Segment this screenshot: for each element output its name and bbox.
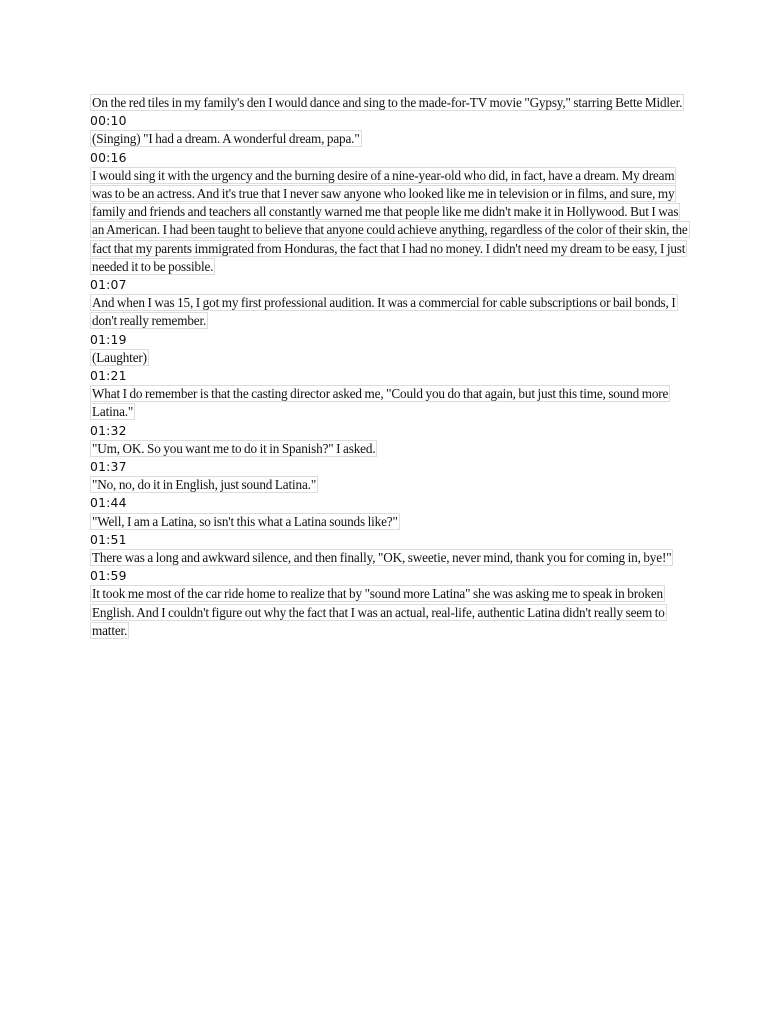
timestamp [90,494,690,512]
timestamp-text: 01:32 [90,422,127,438]
timestamp [90,367,690,385]
paragraph-text: "Well, I am a Latina, so isn't this what a Latina sounds like?" [92,513,398,529]
timestamp [90,149,690,167]
paragraph-text: "Um, OK. So you want me to do it in Spanish?" I asked. [92,440,376,456]
timestamp [90,422,690,440]
transcript-paragraph [90,167,690,276]
timestamp [90,112,690,130]
timestamp [90,567,690,585]
timestamp [90,276,690,294]
paragraph-text: And when I was 15, I got my first professional audition. It was a commercial for cable subscriptions or bail bonds, I don't really remember. [92,295,676,329]
timestamp-text: 01:44 [90,495,127,511]
paragraph-text: (Singing) "I had a dream. A wonderful dream, papa." [92,131,360,147]
transcript-paragraph [90,513,690,531]
timestamp-text: 01:59 [90,568,127,584]
paragraph-text: "No, no, do it in English, just sound Latina." [92,477,317,493]
transcript-paragraph [90,294,690,330]
paragraph-text: What I do remember is that the casting director asked me, "Could you do that again, but just this time, sound more Latina." [92,386,669,420]
timestamp-text: 01:37 [90,459,127,475]
timestamp [90,531,690,549]
paragraph-text: (Laughter) [92,349,147,365]
transcript-paragraph [90,349,690,367]
paragraph-text: I would sing it with the urgency and the burning desire of a nine-year-old who did, in fact, have a dream. My dream was to be an actress. And it's true that I never saw anyone who looked like me in television or in films, and sure, my family and friends and teachers all constantly warned me that people like me didn't make it in Hollywood. But I was an American. I had been taught to believe that anyone could achieve anything, regardless of the color of their skin, the fact that my parents immigrated from Honduras, the fact that I had no money. I didn't need my dream to be easy, I just needed it to be possible. [92,167,688,274]
paragraph-text: On the red tiles in my family's den I would dance and sing to the made-for-TV movie "Gypsy," starring Bette Midler. [92,95,683,110]
paragraph-text: It took me most of the car ride home to realize that by "sound more Latina" she was asking me to speak in broken English. And I couldn't figure out why the fact that I was an actual, real-life, authentic Latina didn't really seem to matter. [92,586,665,638]
transcript-paragraph [90,549,690,567]
timestamp [90,458,690,476]
transcript-paragraph [90,585,690,640]
transcript-paragraph [90,440,690,458]
timestamp-text: 00:16 [90,149,127,165]
timestamp [90,331,690,349]
transcript-paragraph [90,476,690,494]
timestamp-text: 01:21 [90,368,127,384]
transcript-paragraph [90,130,690,148]
transcript-page [90,94,690,640]
transcript-paragraph [90,385,690,421]
timestamp-text: 01:07 [90,277,127,293]
paragraph-text: There was a long and awkward silence, and then finally, "OK, sweetie, never mind, thank you for coming in, bye!" [92,550,672,566]
timestamp-text: 01:19 [90,331,127,347]
transcript-paragraph [90,94,690,112]
timestamp-text: 01:51 [90,531,127,547]
timestamp-text: 00:10 [90,113,127,129]
